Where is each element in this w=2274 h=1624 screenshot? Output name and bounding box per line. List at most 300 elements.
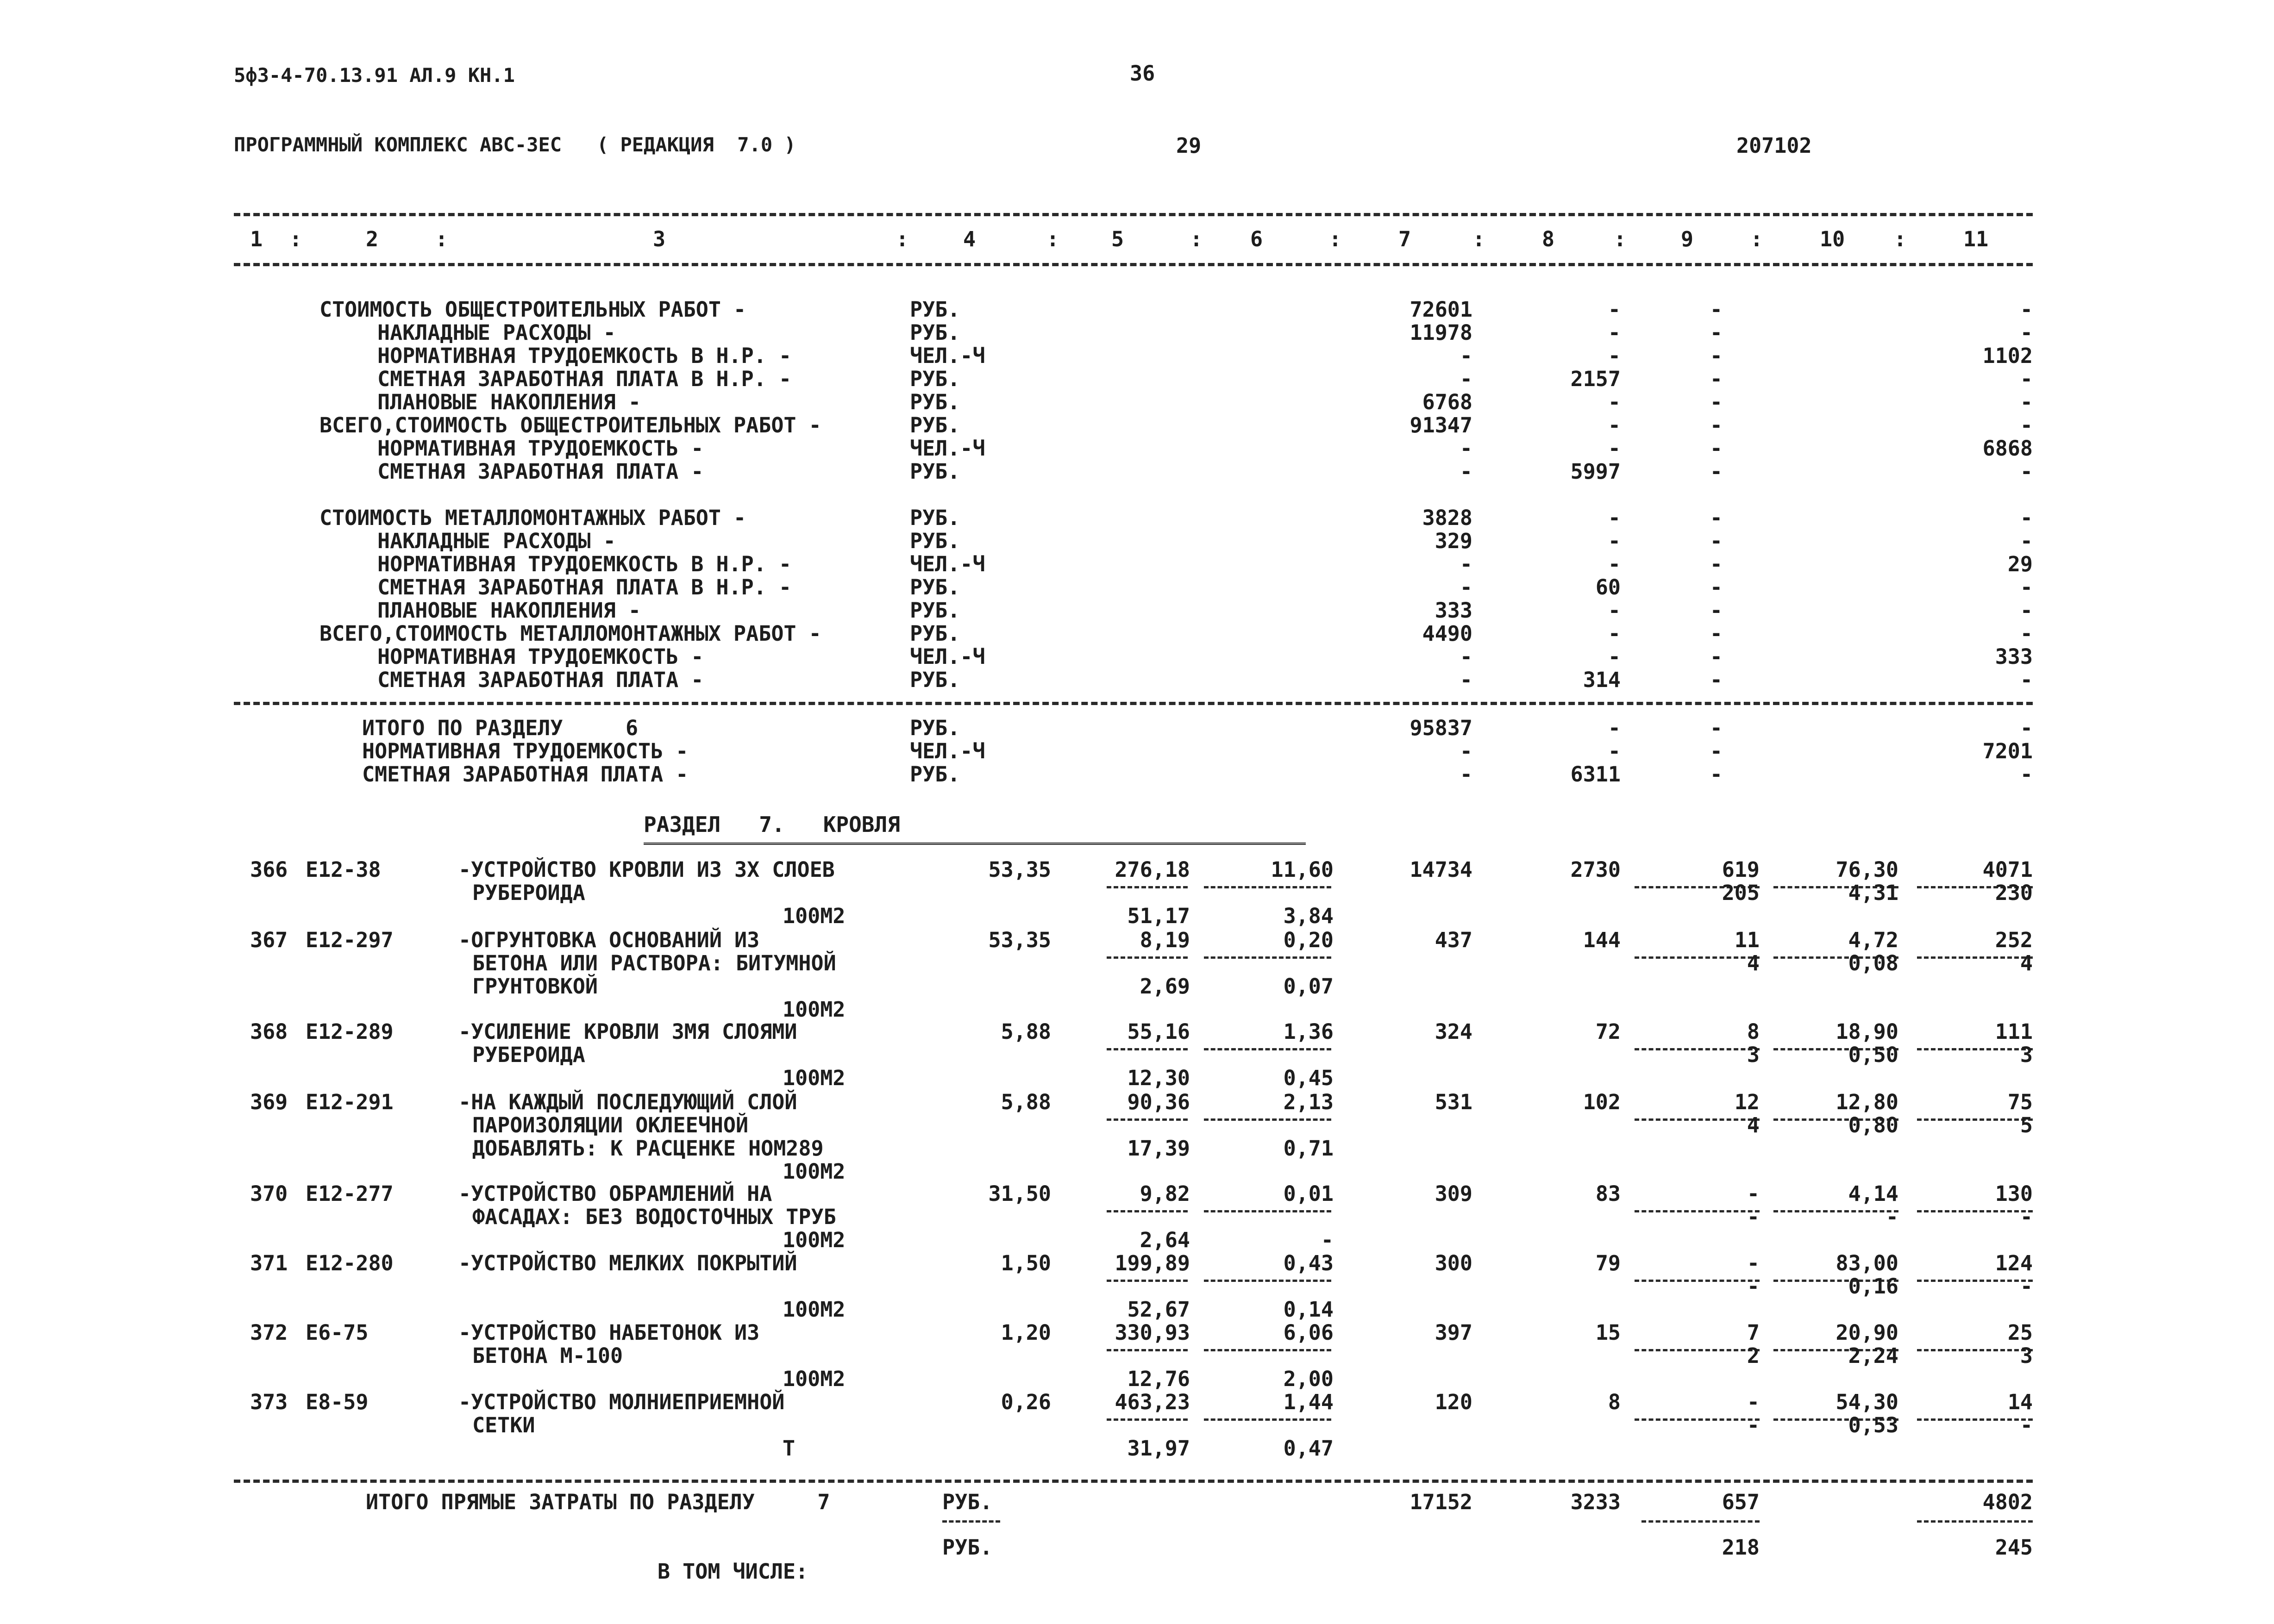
summary-c9: - [1710, 320, 1723, 345]
item-c9-2: - [1747, 1413, 1760, 1437]
summary-c8: - [1608, 552, 1621, 576]
item-quantity: 1,50 [1001, 1251, 1051, 1275]
item-code: Е12-297 [306, 928, 394, 952]
item-c8: 15 [1595, 1320, 1621, 1345]
item-c10-2: 0,08 [1848, 951, 1898, 975]
item-c10: 76,30 [1835, 857, 1898, 882]
summary-c11: 6868 [1982, 436, 2033, 461]
item-quantity: 5,88 [1001, 1090, 1051, 1114]
item-description-line: -УСТРОЙСТВО КРОВЛИ ИЗ 3Х СЛОЕВ [458, 857, 835, 882]
summary-unit: РУБ. [910, 413, 960, 437]
item-unit-price: 330,93 [1115, 1320, 1190, 1345]
item-description-line: РУБЕРОИДА [472, 881, 585, 905]
item-c9: - [1747, 1181, 1760, 1206]
item-code: Е8-59 [306, 1390, 369, 1414]
totals-c11b: 245 [1995, 1535, 2033, 1560]
summary-label: ВСЕГО,СТОИМОСТЬ ОБЩЕСТРОИТЕЛЬНЫХ РАБОТ - [319, 413, 821, 437]
item-unit-price-2: 12,30 [1127, 1066, 1190, 1090]
item-quantity: 53,35 [988, 857, 1051, 882]
item-c9: - [1747, 1390, 1760, 1414]
summary-c8: - [1608, 506, 1621, 530]
item-c8: 144 [1583, 928, 1621, 952]
summary-label: НОРМАТИВНАЯ ТРУДОЕМКОСТЬ - [377, 436, 704, 461]
summary-label: НОРМАТИВНАЯ ТРУДОЕМКОСТЬ В Н.Р. - [377, 552, 792, 576]
item-c8: 79 [1595, 1251, 1621, 1275]
item-c10-2: 0,50 [1848, 1043, 1898, 1067]
item-c7: 397 [1435, 1320, 1472, 1345]
item-quantity: 5,88 [1001, 1019, 1051, 1044]
item-c7: 120 [1435, 1390, 1472, 1414]
item-unit-price-2: 17,39 [1127, 1136, 1190, 1161]
summary-c8: - [1608, 598, 1621, 623]
item-quantity: 31,50 [988, 1181, 1051, 1206]
section6-total-c11: - [2020, 716, 2033, 740]
section6-total-c11: 7201 [1982, 739, 2033, 763]
summary-c7: 91347 [1410, 413, 1472, 437]
section6-total-label: НОРМАТИВНАЯ ТРУДОЕМКОСТЬ - [362, 739, 689, 763]
summary-c9: - [1710, 390, 1723, 414]
section6-total-c7: - [1460, 739, 1472, 763]
item-unit-price-2: 31,97 [1127, 1436, 1190, 1461]
summary-label: СТОИМОСТЬ ОБЩЕСТРОИТЕЛЬНЫХ РАБОТ - [319, 297, 746, 322]
item-c9: 7 [1747, 1320, 1760, 1345]
item-subline-c6 [1204, 1418, 1331, 1421]
summary-c8: 2157 [1570, 367, 1621, 391]
rule-header-bottom [234, 263, 2033, 266]
summary-c7: - [1460, 644, 1472, 669]
summary-c11: - [2020, 529, 2033, 553]
summary-c7: - [1460, 344, 1472, 368]
totals-c9b: 218 [1722, 1535, 1760, 1560]
column-separator: : [896, 227, 909, 251]
item-c11-2: 3 [2020, 1343, 2033, 1368]
totals-c11: 4802 [1982, 1490, 2033, 1514]
rule-before-totals [234, 1480, 2033, 1483]
summary-label: НОРМАТИВНАЯ ТРУДОЕМКОСТЬ В Н.Р. - [377, 344, 792, 368]
item-c10-2: 2,24 [1848, 1343, 1898, 1368]
item-c6-2: 0,45 [1283, 1066, 1334, 1090]
summary-unit: РУБ. [910, 621, 960, 646]
summary-c9: - [1710, 459, 1723, 484]
totals-unit2: РУБ. [942, 1535, 993, 1560]
item-c6-2: 2,00 [1283, 1367, 1334, 1391]
item-number: 372 [250, 1320, 288, 1345]
summary-label: СМЕТНАЯ ЗАРАБОТНАЯ ПЛАТА - [377, 668, 704, 692]
summary-c7: - [1460, 552, 1472, 576]
summary-c9: - [1710, 436, 1723, 461]
item-c10-2: 0,80 [1848, 1113, 1898, 1137]
summary-c8: - [1608, 320, 1621, 345]
summary-c11: - [2020, 297, 2033, 322]
item-subline-c6 [1204, 956, 1331, 959]
item-subline-c5 [1107, 1048, 1188, 1050]
item-description-line: -УСТРОЙСТВО НАБЕТОНОК ИЗ [458, 1320, 760, 1345]
column-separator: : [1190, 227, 1203, 251]
summary-c8: - [1608, 413, 1621, 437]
item-c9-2: - [1747, 1205, 1760, 1229]
item-c9-2: 4 [1747, 951, 1760, 975]
item-c7: 309 [1435, 1181, 1472, 1206]
summary-c11: - [2020, 459, 2033, 484]
item-subline-c6 [1204, 1118, 1331, 1121]
summary-label: СМЕТНАЯ ЗАРАБОТНАЯ ПЛАТА В Н.Р. - [377, 367, 792, 391]
item-c9-2: - [1747, 1274, 1760, 1299]
item-subline-c6 [1204, 1349, 1331, 1351]
item-c6: 6,06 [1283, 1320, 1334, 1345]
item-unit-price: 55,16 [1127, 1019, 1190, 1044]
item-subline-c5 [1107, 1418, 1188, 1421]
summary-unit: РУБ. [910, 598, 960, 623]
item-description-line: -ОГРУНТОВКА ОСНОВАНИЙ ИЗ [458, 928, 760, 952]
item-number: 371 [250, 1251, 288, 1275]
column-separator: : [1750, 227, 1763, 251]
item-c6: 0,43 [1283, 1251, 1334, 1275]
column-separator: : [289, 227, 302, 251]
summary-c9: - [1710, 529, 1723, 553]
summary-c8: - [1608, 644, 1621, 669]
column-separator: : [1329, 227, 1342, 251]
item-quantity: 53,35 [988, 928, 1051, 952]
item-subline-c5 [1107, 1349, 1188, 1351]
item-c6: 1,36 [1283, 1019, 1334, 1044]
summary-c11: - [2020, 598, 2033, 623]
item-description-line: СЕТКИ [472, 1413, 535, 1437]
summary-c8: 314 [1583, 668, 1621, 692]
summary-c9: - [1710, 668, 1723, 692]
summary-c11: - [2020, 367, 2033, 391]
item-c6: 0,20 [1283, 928, 1334, 952]
item-c11: 4071 [1982, 857, 2033, 882]
item-c6-2: 0,47 [1283, 1436, 1334, 1461]
summary-c9: - [1710, 575, 1723, 600]
summary-c7: 72601 [1410, 297, 1472, 322]
summary-c7: 3828 [1422, 506, 1472, 530]
summary-label: ПЛАНОВЫЕ НАКОПЛЕНИЯ - [377, 390, 641, 414]
item-c10-2: - [1886, 1205, 1898, 1229]
summary-unit: ЧЕЛ.-Ч [910, 436, 985, 461]
totals-c9-rule [1641, 1520, 1760, 1523]
item-description-line: -УСТРОЙСТВО МЕЛКИХ ПОКРЫТИЙ [458, 1251, 797, 1275]
column-number-9: 9 [1681, 227, 1694, 251]
item-c6-2: 0,71 [1283, 1136, 1334, 1161]
item-number: 373 [250, 1390, 288, 1414]
item-description-line: -УСИЛЕНИЕ КРОВЛИ ЗМЯ СЛОЯМИ [458, 1019, 797, 1044]
item-unit-price: 463,23 [1115, 1390, 1190, 1414]
item-description-line: ФАСАДАХ: БЕЗ ВОДОСТОЧНЫХ ТРУБ [472, 1205, 836, 1229]
item-description-line: -УСТРОЙСТВО МОЛНИЕПРИЕМНОЙ [458, 1390, 785, 1414]
item-c11: 75 [2007, 1090, 2033, 1114]
summary-unit: РУБ. [910, 506, 960, 530]
summary-c7: - [1460, 436, 1472, 461]
item-c9-2: 205 [1722, 881, 1760, 905]
item-c11-2: - [2020, 1274, 2033, 1299]
item-c11: 252 [1995, 928, 2033, 952]
column-separator: : [1894, 227, 1907, 251]
summary-c8: - [1608, 436, 1621, 461]
item-c9: 12 [1734, 1090, 1760, 1114]
item-c7: 14734 [1410, 857, 1472, 882]
item-subline-c6 [1204, 1048, 1331, 1050]
item-unit: Т [783, 1436, 796, 1461]
summary-unit: ЧЕЛ.-Ч [910, 644, 985, 669]
item-subline-c5 [1107, 1280, 1188, 1282]
item-unit-price: 9,82 [1140, 1181, 1190, 1206]
item-code: Е12-280 [306, 1251, 394, 1275]
summary-c7: 4490 [1422, 621, 1472, 646]
item-description-line: ДОБАВЛЯТЬ: К РАСЦЕНКЕ НОМ289 [472, 1136, 824, 1161]
summary-label: ПЛАНОВЫЕ НАКОПЛЕНИЯ - [377, 598, 641, 623]
summary-c11: - [2020, 575, 2033, 600]
item-unit-price-2: 12,76 [1127, 1367, 1190, 1391]
item-code: Е12-38 [306, 857, 381, 882]
summary-c7: - [1460, 459, 1472, 484]
section6-total-c11: - [2020, 762, 2033, 787]
summary-c9: - [1710, 506, 1723, 530]
column-separator: : [1472, 227, 1485, 251]
item-subline-c6 [1204, 1210, 1331, 1212]
column-number-6: 6 [1250, 227, 1263, 251]
item-c6-2: 0,14 [1283, 1297, 1334, 1322]
totals-c11-rule [1917, 1520, 2033, 1523]
section6-total-c9: - [1710, 739, 1723, 763]
item-unit-price-2: 52,67 [1127, 1297, 1190, 1322]
summary-c11: - [2020, 413, 2033, 437]
item-code: Е6-75 [306, 1320, 369, 1345]
rule-before-section6-total [234, 702, 2033, 705]
summary-c7: 329 [1435, 529, 1472, 553]
item-subline-c5 [1107, 956, 1188, 959]
section6-total-c8: - [1608, 739, 1621, 763]
item-c6: 11,60 [1271, 857, 1334, 882]
item-c11: 111 [1995, 1019, 2033, 1044]
item-c6-2: 0,07 [1283, 974, 1334, 999]
summary-c8: - [1608, 529, 1621, 553]
item-c11-2: - [2020, 1205, 2033, 1229]
column-number-10: 10 [1820, 227, 1845, 251]
sheet-number: 29 [1176, 133, 1202, 158]
item-c11: 130 [1995, 1181, 2033, 1206]
item-c6: 0,01 [1283, 1181, 1334, 1206]
totals-label: ИТОГО ПРЯМЫЕ ЗАТРАТЫ ПО РАЗДЕЛУ 7 [366, 1490, 830, 1514]
summary-c9: - [1710, 344, 1723, 368]
item-c7: 324 [1435, 1019, 1472, 1044]
item-c10: 12,80 [1835, 1090, 1898, 1114]
summary-c9: - [1710, 552, 1723, 576]
item-subline-c6 [1204, 1280, 1331, 1282]
column-separator: : [1046, 227, 1059, 251]
item-unit: 100М2 [783, 1066, 846, 1090]
item-quantity: 0,26 [1001, 1390, 1051, 1414]
item-c10: 4,72 [1848, 928, 1898, 952]
item-c7: 300 [1435, 1251, 1472, 1275]
item-description-line: ГРУНТОВКОЙ [472, 974, 598, 999]
item-c11-2: 230 [1995, 881, 2033, 905]
section6-total-unit: РУБ. [910, 716, 960, 740]
item-c8: 8 [1608, 1390, 1621, 1414]
item-number: 368 [250, 1019, 288, 1044]
item-subline-c5 [1107, 1210, 1188, 1212]
summary-c8: - [1608, 297, 1621, 322]
summary-c11: - [2020, 506, 2033, 530]
item-unit-price-2: 51,17 [1127, 904, 1190, 928]
summary-c7: 6768 [1422, 390, 1472, 414]
summary-unit: РУБ. [910, 367, 960, 391]
item-c11: 25 [2007, 1320, 2033, 1345]
column-number-7: 7 [1398, 227, 1411, 251]
column-number-2: 2 [366, 227, 379, 251]
item-c9: 619 [1722, 857, 1760, 882]
rule-top [234, 213, 2033, 216]
summary-c11: 1102 [1982, 344, 2033, 368]
summary-unit: РУБ. [910, 459, 960, 484]
section6-total-unit: ЧЕЛ.-Ч [910, 739, 985, 763]
item-c6: 1,44 [1283, 1390, 1334, 1414]
item-c9-2: 3 [1747, 1043, 1760, 1067]
item-subline-c6 [1204, 886, 1331, 888]
totals-unit-rule [942, 1520, 1000, 1523]
item-c8: 72 [1595, 1019, 1621, 1044]
summary-unit: РУБ. [910, 390, 960, 414]
summary-label: ВСЕГО,СТОИМОСТЬ МЕТАЛЛОМОНТАЖНЫХ РАБОТ - [319, 621, 821, 646]
item-c9-2: 2 [1747, 1343, 1760, 1368]
item-unit: 100М2 [783, 1367, 846, 1391]
summary-unit: РУБ. [910, 529, 960, 553]
item-c8: 83 [1595, 1181, 1621, 1206]
summary-c11: 333 [1995, 644, 2033, 669]
summary-c9: - [1710, 644, 1723, 669]
item-c9-2: 4 [1747, 1113, 1760, 1137]
item-quantity: 1,20 [1001, 1320, 1051, 1345]
item-c6-2: - [1321, 1228, 1334, 1252]
item-c11: 14 [2007, 1390, 2033, 1414]
summary-c9: - [1710, 598, 1723, 623]
item-c10: 54,30 [1835, 1390, 1898, 1414]
item-c8: 102 [1583, 1090, 1621, 1114]
section7-title: РАЗДЕЛ 7. КРОВЛЯ [644, 812, 900, 837]
section6-total-label: ИТОГО ПО РАЗДЕЛУ 6 [362, 716, 639, 740]
item-c11-2: 3 [2020, 1043, 2033, 1067]
section6-total-unit: РУБ. [910, 762, 960, 787]
section6-total-c8: 6311 [1570, 762, 1621, 787]
item-c10-2: 0,53 [1848, 1413, 1898, 1437]
item-c10: 4,14 [1848, 1181, 1898, 1206]
summary-c11: - [2020, 320, 2033, 345]
item-unit-price: 199,89 [1115, 1251, 1190, 1275]
item-c9: 11 [1734, 928, 1760, 952]
item-number: 369 [250, 1090, 288, 1114]
column-number-5: 5 [1111, 227, 1124, 251]
page-number: 36 [1130, 61, 1155, 86]
item-c11: 124 [1995, 1251, 2033, 1275]
summary-c11: 29 [2007, 552, 2033, 576]
item-unit-price: 8,19 [1140, 928, 1190, 952]
totals-c9: 657 [1722, 1490, 1760, 1514]
item-description-line: БЕТОНА М-100 [472, 1343, 623, 1368]
summary-c8: 5997 [1570, 459, 1621, 484]
item-c9: 8 [1747, 1019, 1760, 1044]
item-number: 366 [250, 857, 288, 882]
item-unit: 100М2 [783, 997, 846, 1022]
summary-c9: - [1710, 367, 1723, 391]
item-c11-2: - [2020, 1413, 2033, 1437]
section7-title-rule [644, 843, 1306, 845]
column-number-3: 3 [653, 227, 666, 251]
item-unit-price: 276,18 [1115, 857, 1190, 882]
item-c7: 531 [1435, 1090, 1472, 1114]
summary-c7: 11978 [1410, 320, 1472, 345]
item-c10: 83,00 [1835, 1251, 1898, 1275]
doc-numeric-code: 207102 [1736, 133, 1812, 158]
summary-c11: - [2020, 668, 2033, 692]
totals-c8: 3233 [1570, 1490, 1621, 1514]
summary-unit: РУБ. [910, 297, 960, 322]
item-description-line: БЕТОНА ИЛИ РАСТВОРА: БИТУМНОЙ [472, 951, 836, 975]
summary-c8: - [1608, 390, 1621, 414]
summary-unit: ЧЕЛ.-Ч [910, 344, 985, 368]
summary-c9: - [1710, 413, 1723, 437]
summary-label: НАКЛАДНЫЕ РАСХОДЫ - [377, 529, 616, 553]
section6-total-c9: - [1710, 716, 1723, 740]
item-c10: 20,90 [1835, 1320, 1898, 1345]
column-number-8: 8 [1542, 227, 1555, 251]
item-description-line: -УСТРОЙСТВО ОБРАМЛЕНИЙ НА [458, 1181, 772, 1206]
column-number-4: 4 [963, 227, 976, 251]
item-unit: 100М2 [783, 1228, 846, 1252]
summary-c7: 333 [1435, 598, 1472, 623]
summary-c7: - [1460, 668, 1472, 692]
item-description-line: -НА КАЖДЫЙ ПОСЛЕДУЮЩИЙ СЛОЙ [458, 1090, 797, 1114]
item-code: Е12-289 [306, 1019, 394, 1044]
summary-c11: - [2020, 390, 2033, 414]
summary-label: СМЕТНАЯ ЗАРАБОТНАЯ ПЛАТА В Н.Р. - [377, 575, 792, 600]
totals-c7: 17152 [1410, 1490, 1472, 1514]
item-c10: 18,90 [1835, 1019, 1898, 1044]
column-number-1: 1 [250, 227, 263, 251]
item-c10-2: 4,31 [1848, 881, 1898, 905]
summary-c7: - [1460, 575, 1472, 600]
summary-c8: - [1608, 344, 1621, 368]
column-number-11: 11 [1963, 227, 1989, 251]
section6-total-c9: - [1710, 762, 1723, 787]
item-number: 367 [250, 928, 288, 952]
summary-c8: 60 [1595, 575, 1621, 600]
summary-unit: РУБ. [910, 668, 960, 692]
item-unit: 100М2 [783, 904, 846, 928]
summary-c11: - [2020, 621, 2033, 646]
column-separator: : [1614, 227, 1627, 251]
item-number: 370 [250, 1181, 288, 1206]
item-subline-c5 [1107, 886, 1188, 888]
item-c9: - [1747, 1251, 1760, 1275]
item-c6-2: 3,84 [1283, 904, 1334, 928]
column-separator: : [435, 227, 448, 251]
item-code: Е12-277 [306, 1181, 394, 1206]
summary-c9: - [1710, 621, 1723, 646]
item-c7: 437 [1435, 928, 1472, 952]
item-subline-c5 [1107, 1118, 1188, 1121]
item-c8: 2730 [1570, 857, 1621, 882]
item-description-line: ПАРОИЗОЛЯЦИИ ОКЛЕЕЧНОЙ [472, 1113, 749, 1137]
item-unit: 100М2 [783, 1159, 846, 1184]
summary-label: НОРМАТИВНАЯ ТРУДОЕМКОСТЬ - [377, 644, 704, 669]
item-c11-2: 5 [2020, 1113, 2033, 1137]
totals-including-label: В ТОМ ЧИСЛЕ: [658, 1559, 808, 1584]
item-unit-price-2: 2,69 [1140, 974, 1190, 999]
section6-total-c7: - [1460, 762, 1472, 787]
totals-unit: РУБ. [942, 1490, 993, 1514]
item-c6: 2,13 [1283, 1090, 1334, 1114]
summary-c9: - [1710, 297, 1723, 322]
